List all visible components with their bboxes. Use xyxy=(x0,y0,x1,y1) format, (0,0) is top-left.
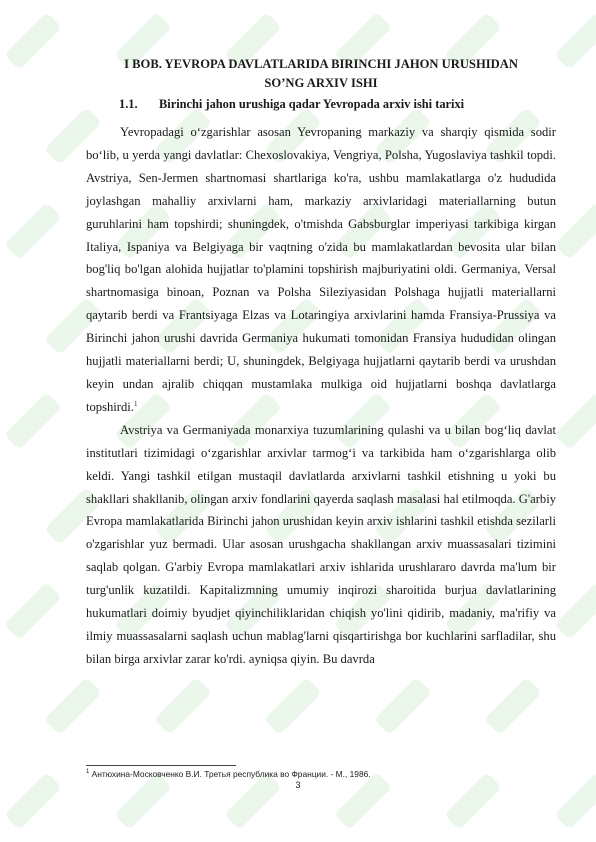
footnote-text: Антюхина-Московченко В.И. Третья республика во Франции. - М., 1986. xyxy=(91,769,371,779)
chapter-title-line2: SO’NG ARXIV ISHI xyxy=(264,76,378,90)
section-number: 1.1. xyxy=(119,97,138,111)
footnote-divider xyxy=(86,765,236,766)
watermark-tile xyxy=(554,12,596,70)
section-title: Birinchi jahon urushiga qadar Yevropada arxiv ishi tarixi xyxy=(159,97,465,111)
watermark-tile xyxy=(4,12,62,70)
watermark-tile xyxy=(264,677,322,735)
chapter-title-line1: I BOB. YEVROPA DAVLATLARIDA BIRINCHI JAHON URUSHIDAN xyxy=(124,57,518,71)
watermark-tile xyxy=(484,677,542,735)
watermark-tile xyxy=(44,677,102,735)
footnote-marker[interactable]: 1 xyxy=(133,399,138,408)
paragraph-text: Yevropadagi o‘zgarishlar asosan Yevropaning markaziy va sharqiy qismida sodir bo‘lib, u yerda yangi davlatlar: Chexoslovakiya, Vengriya, Polsha, Yugoslaviya tashkil topdi. Avstriya, Sen-Jermen shartnomasi shartlariga ko'ra, ushbu mamlakatlarga o'z hududida joylashgan mahalliy arxivlarni ham, markaziy arxivlaridagi materiallarning butun guruhlarini ham topshirdi; shuningdek, o'tmishda Gabsburglar imperiyasi tarkibiga kirgan Italiya, Ispaniya va Belgiyaga bir vaqtning o'zida bu mamlakatlardan bevosita ular bilan bog'liq bo'lgan alohida hujjatlar to'plamini topshirish majburiyatini oldi. Germaniya, Versal shartnomasiga binoan, Poznan va Polsha Sileziyasidan Polshaga hujjatli materiallarni qaytarib berdi va Frantsiyaga Elzas va Lotaringiya arxivlarini hamda Fransiya-Prussiya va Birinchi jahon urushi davrida Germaniya hukumati tomonidan Fransiya hududidan olingan hujjatli materiallarni berdi; U, shuningdek, Belgiyaga hujjatlarni qaytarib berdi va urushdan keyin undan ajralib chiqqan mustamlaka mulkiga oid hujjatlarni boshqa davlatlarga topshirdi. xyxy=(86,125,556,414)
watermark-tile xyxy=(374,677,432,735)
watermark-tile xyxy=(554,582,596,640)
chapter-title xyxy=(86,55,556,93)
section-heading xyxy=(119,97,464,112)
footnote-number: 1 xyxy=(86,769,90,776)
watermark-tile xyxy=(4,582,62,640)
watermark-tile xyxy=(154,677,212,735)
watermark-tile xyxy=(554,392,596,450)
paragraph-text: Avstriya va Germaniyada monarxiya tuzumlarining qulashi va u bilan bog‘liq davlat institutlari tizimidagi o‘zgarishlar arxivlar tarmog‘i va tarkibida ham o‘zgarishlarga olib keldi. Yangi tashkil etilgan mustaqil davlatlarda arxivlarni tashkil etishning u yoki bu shakllari shakllanib, olingan arxiv fondlarini qayerda saqlash masalasi hal etilmoqda. G'arbiy Evropa mamlakatlarida Birinchi jahon urushidan keyin arxiv ishlarini tashkil etishda sezilarli o'zgarishlar yuz bermadi. Ular asosan urushgacha shakllangan arxiv muassasalari tizimini saqlab qolgan. G'arbiy Evropa mamlakatlari arxiv ishlarida urushlararo davrda ma'lum bir turg'unlik kuzatildi. Kapitalizmning umumiy inqirozi sharoitida burjua davlatlarining hukumatlari doimiy byudjet qiyinchiliklaridan chiqish yo'lini qidirib, madaniy, ma'rifiy va ilmiy muassasalarni saqlash uchun mablag'larni qisqartirishga bor kuchlarini sarfladilar, shu bilan birga arxivlar zarar ko'rdi. ayniqsa qiyin. Bu davrda xyxy=(86,422,556,666)
watermark-tile xyxy=(4,392,62,450)
page-number: 3 xyxy=(295,780,301,790)
paragraph xyxy=(86,419,556,671)
watermark-tile xyxy=(4,202,62,260)
watermark-tile xyxy=(554,202,596,260)
footnote xyxy=(86,769,371,779)
paragraph xyxy=(86,121,556,419)
body-text xyxy=(86,121,556,671)
